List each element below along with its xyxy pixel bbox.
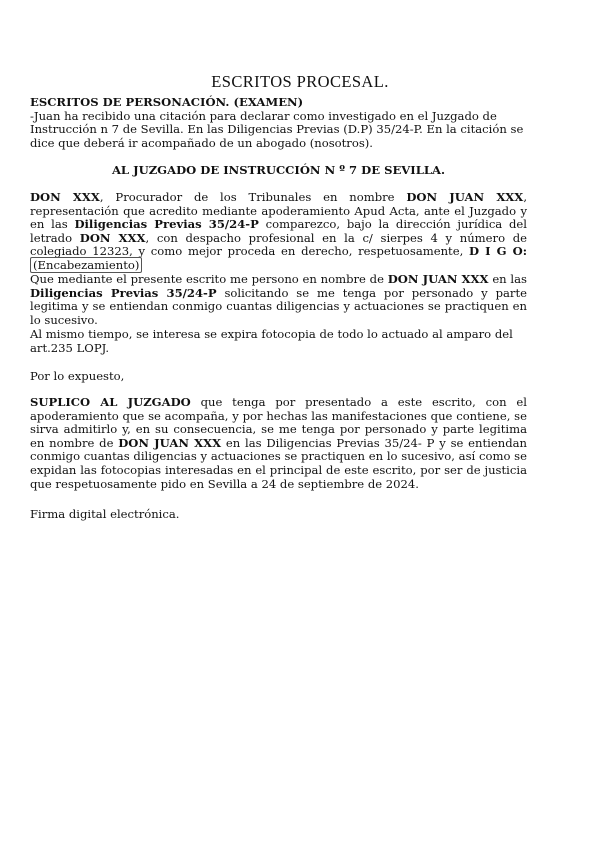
paragraph-suplico — [30, 396, 527, 491]
p2-text-2: en las — [488, 272, 527, 286]
intro-text: -Juan ha recibido una citación para declarar como investigado en el Juzgado de Instrucción n 7 de Sevilla. En las Diligencias Previas (D.P) 35/24-P. En la citación se dice que deberá ir acompañado de un abogado (nosotros). — [30, 108, 524, 150]
diligencias-ref: Diligencias Previas 35/24-P — [74, 217, 259, 232]
p2-client-name: DON JUAN XXX — [387, 272, 489, 286]
suplico-label: SUPLICO AL JUZGADO — [30, 395, 191, 409]
digo-label: D I G O: — [469, 244, 527, 259]
paragraph-personacion — [30, 273, 527, 327]
p5-client-name: DON JUAN XXX — [118, 435, 222, 450]
procurador-name: DON XXX — [30, 190, 100, 204]
p2-text-1: Que mediante el presente escrito me persono en nombre de — [30, 272, 388, 286]
p1-text-4: , con despacho profesional en la c/ sierpes 4 y número de colegiado 12323, y como mejor proceda en derecho, respetuosamente, — [30, 230, 527, 259]
p2-diligencias-ref: Diligencias Previas 35/24-P — [30, 285, 217, 300]
paragraph-encabezamiento — [30, 191, 527, 273]
p5-text-1: que tenga por presentado a este escrito, con el apoderamiento que se acompaña, y por hechas las manifestaciones que contiene, se sirva admitirlo y, en su consecuencia, se me tenga por personado y parte legitima en nombre de — [30, 395, 528, 450]
p5-text-2: en las Diligencias Previas 35/24- P y se entiendan conmigo cuantas diligencias y actuaciones se practiquen en lo sucesivo, así como se expidan las fotocopias interesadas en el principal de este escrito, por ser de justicia que respetuosamente pido en Sevilla a 24 de septiembre de 2024. — [30, 435, 527, 491]
intro-section — [30, 96, 527, 150]
p1-text-2: , representación que acredito mediante apoderamiento Apud Acta, ante el Juzgado y en las — [30, 190, 527, 232]
signature-note: Firma digital electrónica. — [30, 507, 180, 521]
paragraph-por-lo-expuesto: Por lo expuesto, — [30, 369, 125, 383]
document-title: ESCRITOS PROCESAL. — [211, 72, 389, 91]
letrado-name: DON XXX — [79, 230, 146, 245]
p2-text-3: solicitando se me tenga por personado y parte legitima y se entiendan conmigo cuantas diligencias y actuaciones se practiquen en lo sucesivo. — [30, 285, 527, 327]
intro-heading: ESCRITOS DE PERSONACIÓN. (EXAMEN) — [30, 95, 304, 109]
paragraph-fotocopia: Al mismo tiempo, se interesa se expira fotocopia de todo lo actuado al amparo del art.235 LOPJ. — [30, 327, 513, 355]
encabezamiento-tag: (Encabezamiento) — [30, 257, 142, 273]
addressee-heading: AL JUZGADO DE INSTRUCCIÓN N º 7 DE SEVILLA. — [111, 163, 446, 177]
client-name: DON JUAN XXX — [406, 190, 524, 204]
p1-text-3: comparezco, bajo la dirección jurídica del letrado — [30, 217, 527, 245]
p1-text-1: , Procurador de los Tribunales en nombre — [99, 190, 407, 204]
